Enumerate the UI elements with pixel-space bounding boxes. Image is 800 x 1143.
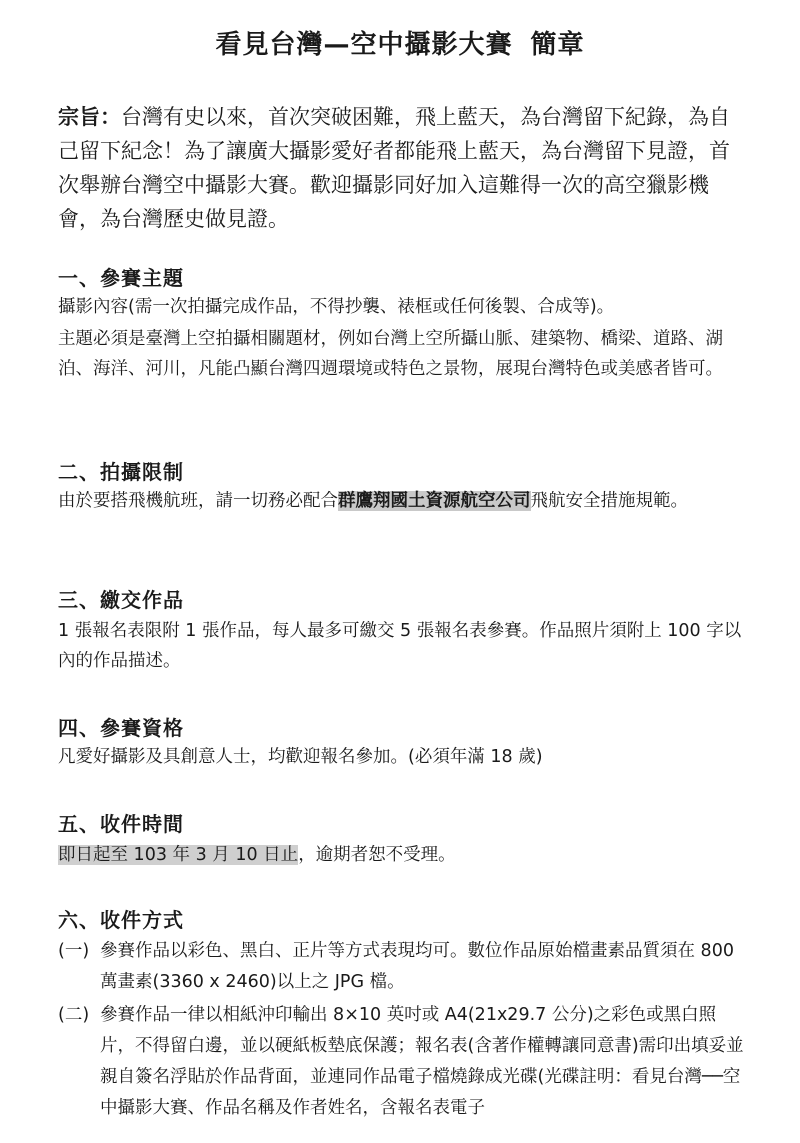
section-6-heading: 六、收件方式 <box>58 908 184 932</box>
section-1-paragraph-1: 攝影內容(需一次拍攝完成作品，不得抄襲、裱框或任何後製、合成等)。 <box>58 297 615 317</box>
list-item-text: 參賽作品以彩色、黑白、正片等方式表現均可。數位作品原始檔畫素品質須在 800 萬畫素(3360 x 2460)以上之 JPG 檔。 <box>100 941 734 992</box>
section-1-paragraph-2: 主題必須是臺灣上空拍攝相關題材，例如台灣上空所攝山脈、建築物、橋梁、道路、湖泊、海洋、河川，凡能凸顯台灣四週環境或特色之景物，展現台灣特色或美感者皆可。 <box>58 329 723 379</box>
section-3-heading: 三、繳交作品 <box>58 588 184 612</box>
section-2-paragraph <box>58 486 744 516</box>
section-5-paragraph <box>58 840 744 870</box>
section-2-heading: 二、拍攝限制 <box>58 460 184 484</box>
section-5-heading: 五、收件時間 <box>58 812 184 836</box>
section-2-text-after: 飛航安全措施規範。 <box>530 491 688 511</box>
title-main: 看見台灣—空中攝影大賽 <box>215 30 513 60</box>
section-4-heading: 四、參賽資格 <box>58 716 184 740</box>
document-title <box>0 24 800 61</box>
purpose-paragraph <box>58 100 748 236</box>
deadline-highlight: 即日起至 103 年 3 月 10 日止 <box>58 845 299 865</box>
section-3-paragraph: 1 張報名表限附 1 張作品，每人最多可繳交 5 張報名表參賽。作品照片須附上 100 字以內的作品描述。 <box>58 621 742 671</box>
purpose-text: 台灣有史以來，首次突破困難，飛上藍天，為台灣留下紀錄，為自己留下紀念！為了讓廣大攝影愛好者都能飛上藍天，為台灣留下見證，首次舉辦台灣空中攝影大賽。歡迎攝影同好加入這難得一次的高空獵影機會，為台灣歷史做見證。 <box>58 105 730 231</box>
purpose-lead: 宗旨： <box>58 105 121 129</box>
section-5-text-after: ，逾期者恕不受理。 <box>298 845 456 865</box>
title-sub: 簡章 <box>530 30 585 60</box>
section-1-heading: 一、參賽主題 <box>58 266 184 290</box>
section-2-text-before: 由於要搭飛機航班，請一切務必配合 <box>58 491 338 511</box>
section-4-paragraph: 凡愛好攝影及具創意人士，均歡迎報名參加。(必須年滿 18 歲) <box>58 747 543 767</box>
list-item-number: (二) <box>58 1005 90 1025</box>
list-item-text: 參賽作品一律以相紙沖印輸出 8×10 英吋或 A4(21x29.7 公分)之彩色或黑白照片，不得留白邊，並以硬紙板墊底保護；報名表(含著作權轉讓同意書)需印出填妥並親自簽名浮貼於作品背面，並連同作品電子檔燒錄成光碟(光碟註明：看見台灣──空中攝影大賽、作品名稱及作者姓名，含報名表電子 <box>100 1005 744 1118</box>
airline-name-highlight: 群鷹翔國土資源航空公司 <box>338 491 531 511</box>
list-item-number: (一) <box>58 941 90 961</box>
